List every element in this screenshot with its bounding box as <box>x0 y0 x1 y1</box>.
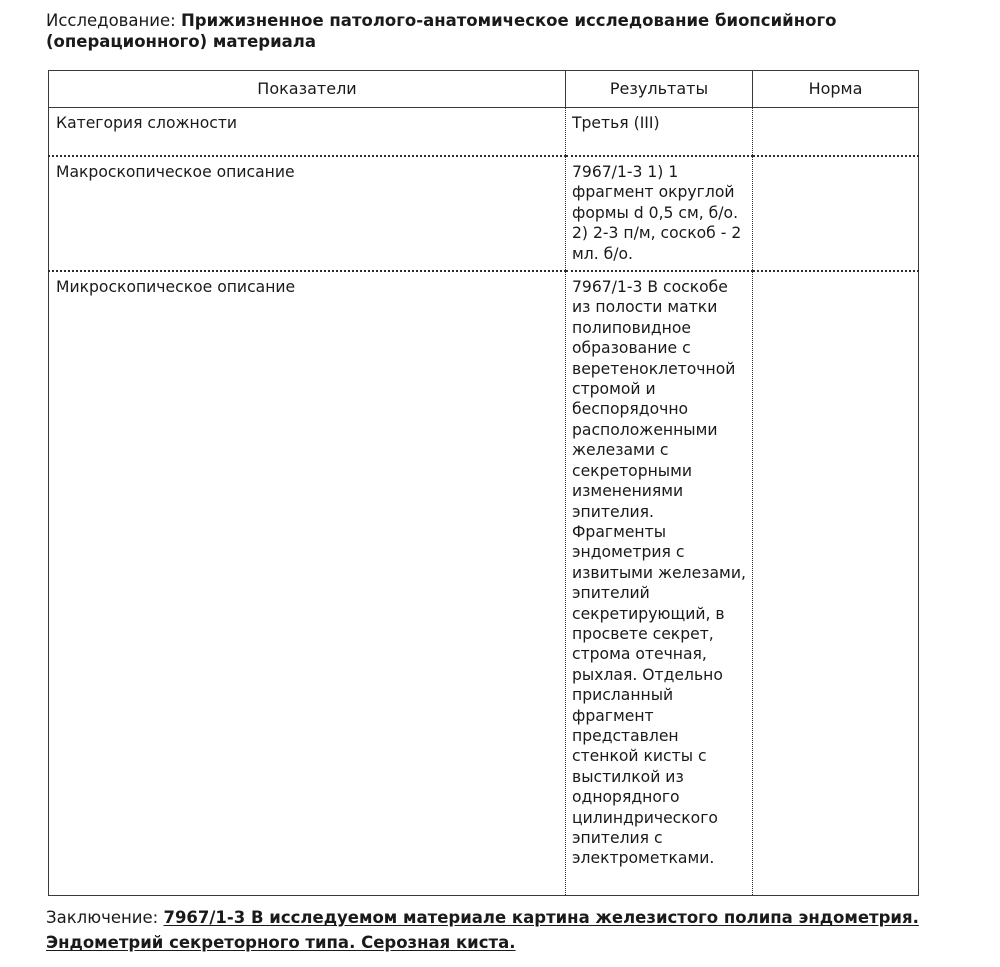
conclusion-text: 7967/1-3 В исследуемом материале картина железистого полипа эндометрия. Эндометрий секреторного типа. Серозная киста. <box>46 908 919 952</box>
conclusion-section <box>46 905 976 955</box>
cell-text: 7967/1-3 1) 1 фрагмент округлой формы d 0,5 см, б/о. 2) 2-3 п/м, соскоб - 2 мл. б/о. <box>572 163 747 263</box>
results-table <box>48 70 919 896</box>
table-row <box>49 108 919 157</box>
cell-text: 7967/1-3 В соскобе из полости матки полиповидное образование с веретеноклеточной стромой и беспорядочно расположенными железами с секреторными изменениями эпителия. Фрагменты эндометрия с извитыми железами, эпителий секретирующий, в просвете секрет, строма отечная, рыхлая. Отдельно присланный фрагмент представлен стенкой кисты с выстилкой из однорядного цилиндрического эпителия с электрометками. <box>572 278 751 868</box>
cell-indicator-microscopic <box>49 271 566 896</box>
cell-text: Категория сложности <box>56 114 238 132</box>
table-body <box>49 108 919 896</box>
cell-norm-microscopic <box>753 271 919 896</box>
study-header <box>46 10 936 52</box>
study-title: Прижизненное патолого-анатомическое исследование биопсийного (операционного) материала <box>46 11 837 51</box>
cell-norm-complexity <box>753 108 919 157</box>
table-row <box>49 271 919 896</box>
conclusion-label: Заключение: <box>46 908 159 927</box>
column-header-result: Результаты <box>566 71 753 108</box>
cell-indicator-macroscopic <box>49 156 566 271</box>
table-header <box>49 71 919 108</box>
cell-result-complexity <box>566 108 753 157</box>
cell-norm-macroscopic <box>753 156 919 271</box>
table-header-row <box>49 71 919 108</box>
cell-result-microscopic <box>566 271 753 896</box>
cell-result-macroscopic <box>566 156 753 271</box>
column-header-norm: Норма <box>753 71 919 108</box>
cell-text: Третья (III) <box>572 114 660 132</box>
cell-text: Микроскопическое описание <box>56 278 296 297</box>
cell-indicator-complexity <box>49 108 566 157</box>
cell-text: Макроскопическое описание <box>56 163 295 181</box>
column-header-indicator: Показатели <box>49 71 566 108</box>
study-label: Исследование: <box>46 11 176 30</box>
table-row <box>49 156 919 271</box>
